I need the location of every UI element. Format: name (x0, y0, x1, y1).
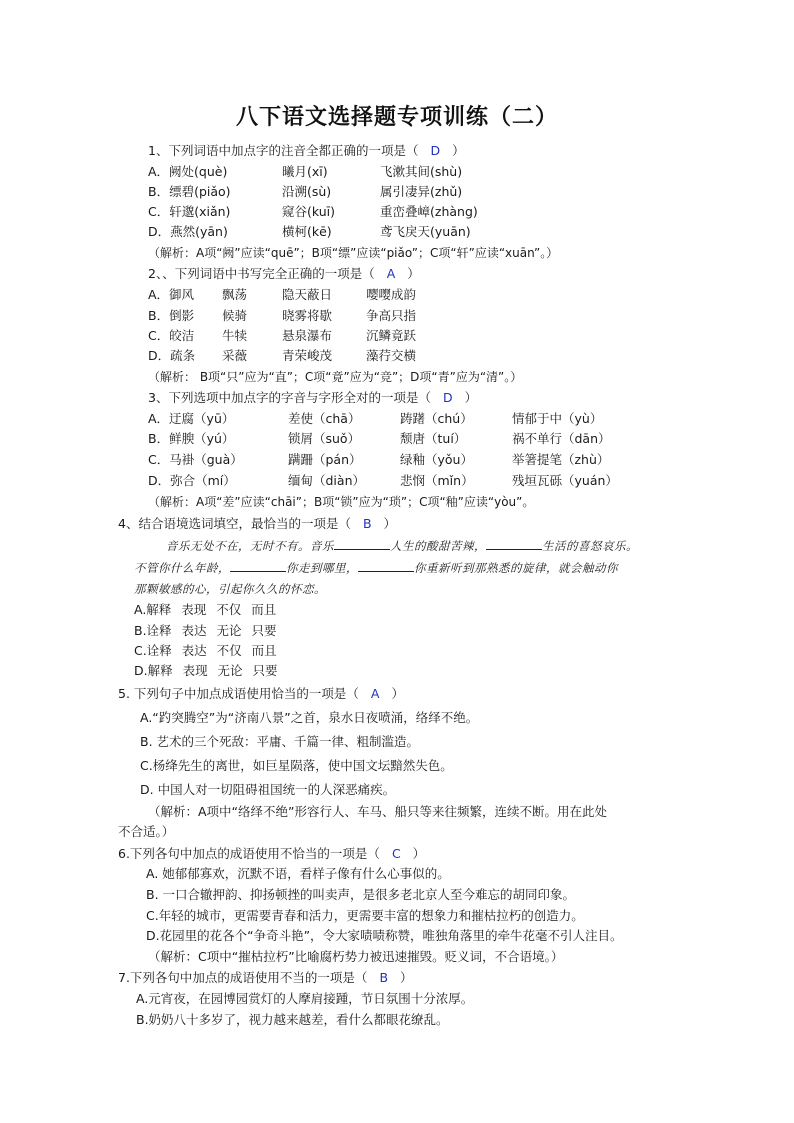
q1-analysis: （解析：A项“阙”应读“quē”；B项“缥”应读“piǎo”；C项“轩”应读“xuān”。） (148, 246, 559, 260)
q3-option-c-word2: 蹒跚（pán） (288, 452, 362, 467)
q2-option-c-word4: 沉鳞竟跃 (366, 328, 417, 343)
q4-option-c: C.诠释 表达 不仅 而且 (134, 643, 277, 658)
q4-option-d: D.解释 表现 无论 只要 (134, 663, 278, 678)
q5-option-a: A.“趵突腾空”为“济南八景”之首，泉水日夜喷涌，络绎不绝。 (140, 710, 479, 725)
q2-option-d-word3: 青荣峻茂 (282, 348, 333, 363)
q2-option-c: C．皎洁 (148, 328, 195, 343)
page-title: 八下语文选择题专项训练（二） (235, 104, 558, 130)
q2-option-d: D．疏条 (148, 348, 196, 363)
fill-blank (334, 538, 390, 550)
q1-option-a-word3: 飞漱其间(shù) (380, 164, 463, 179)
q2-option-a-word2: 飘荡 (222, 287, 248, 302)
answer-label: B (362, 516, 372, 531)
q6-option-c: C.年轻的城市，更需要青春和活力，更需要丰富的想象力和摧枯拉朽的创造力。 (146, 908, 584, 923)
q4-passage-line-2: 不管你什么年龄， 你走到哪里， 你重新听到那熟悉的旋律，就会触动你 (134, 561, 618, 575)
q3-option-a: A．迂腐（yū） (148, 411, 235, 426)
q2-option-a-word4: 嘤嘤成韵 (366, 287, 417, 302)
q1-option-a-word2: 曦月(xī) (282, 164, 328, 179)
q7-option-b: B.奶奶八十多岁了，视力越来越差，看什么都眼花缭乱。 (136, 1012, 449, 1027)
q1-option-b: B．缥碧(piǎo) (148, 184, 231, 199)
q4-option-b: B.诠释 表达 无论 只要 (134, 623, 277, 638)
q6-option-d: D.花园里的花各个“争奇斗艳”，令大家啧啧称赞，唯独角落里的牵牛花毫不引人注目。 (146, 928, 623, 943)
q5-analysis-line-2: 不合适。） (118, 824, 175, 839)
question-3-stem: 3、下列选项中加点字的字音与字形全对的一项是（ D ） (148, 390, 478, 405)
q4-passage-line-3: 那颗敏感的心，引起你久久的怀恋。 (134, 582, 326, 596)
q3-analysis: （解析：A项“差”应读“chāi”；B项“锁”应为“琐”；C项“釉”应读“yòu”。 (148, 495, 535, 509)
q6-option-a: A. 她郁郁寡欢，沉默不语，看样子像有什么心事似的。 (146, 866, 450, 881)
q3-option-d-word2: 缅甸（diàn） (288, 473, 365, 488)
q7-option-a: A.元宵夜，在园博园赏灯的人摩肩接踵，节日氛围十分浓厚。 (136, 991, 474, 1006)
answer-label: B (379, 970, 389, 985)
q3-option-b-word3: 颓唐（tuí） (400, 431, 467, 446)
q5-analysis-line-1: （解析：A项中“络绎不绝”形容行人、车马、船只等来往频繁，连续不断。用在此处 (148, 804, 608, 819)
q4-option-a: A.解释 表现 不仅 而且 (134, 602, 277, 617)
q5-option-d: D. 中国人对一切阻碍祖国统一的人深恶痛疾。 (140, 782, 396, 797)
q2-analysis: （解析： B项“只”应为“直”；C项“竟”应为“竞”；D项“青”应为“清”。） (148, 370, 523, 384)
fill-blank (230, 560, 286, 572)
q3-option-c: C．马褂（guà） (148, 452, 243, 467)
answer-label: D (442, 390, 453, 405)
q1-option-a: A．阙处(què) (148, 164, 228, 179)
question-7-stem: 7.下列各句中加点的成语使用不当的一项是（ B ） (118, 970, 413, 985)
fill-blank (358, 560, 414, 572)
q1-option-c-word2: 窥谷(kuī) (282, 204, 336, 219)
q2-option-b: B．倒影 (148, 308, 195, 323)
q3-option-a-word4: 情郁于中（yù） (512, 411, 603, 426)
q2-option-b-word2: 候骑 (222, 308, 248, 323)
q3-option-c-word3: 绿釉（yǒu） (400, 452, 473, 467)
q3-option-a-word3: 踌躇（chú） (400, 411, 473, 426)
q1-option-d-word2: 横柯(kē) (282, 224, 332, 239)
q3-option-c-word4: 举箸提笔（zhù） (512, 452, 610, 467)
q3-option-b-word2: 锁屑（suǒ） (288, 431, 361, 446)
answer-label: D (430, 143, 441, 158)
q2-option-a: A．御风 (148, 287, 195, 302)
q2-option-c-word3: 悬泉瀑布 (282, 328, 333, 343)
question-5-stem: 5. 下列句子中加点成语使用恰当的一项是（ A ） (118, 686, 404, 701)
q6-analysis: （解析：C项中“摧枯拉朽”比喻腐朽势力被迅速摧毁。贬义词，不合语境。） (148, 949, 564, 964)
answer-label: C (391, 846, 401, 861)
q1-option-d-word3: 鸢飞戾天(yuān) (380, 224, 471, 239)
q2-option-c-word2: 牛犊 (222, 328, 248, 343)
fill-blank (486, 538, 542, 550)
q1-option-b-word3: 属引凄异(zhǔ) (380, 184, 463, 199)
q3-option-a-word2: 差使（chā） (288, 411, 361, 426)
q5-option-b: B. 艺术的三个死敌：平庸、千篇一律、粗制滥造。 (140, 734, 420, 749)
q2-option-b-word4: 争高只指 (366, 308, 417, 323)
q2-option-d-word2: 采薇 (222, 348, 248, 363)
q1-option-b-word2: 沿溯(sù) (282, 184, 332, 199)
q3-option-d: D．弥合（mí） (148, 473, 236, 488)
q1-option-c: C．轩邈(xiǎn) (148, 204, 231, 219)
question-2-stem: 2、、下列词语中书写完全正确的一项是（ A ） (148, 266, 420, 281)
question-4-stem: 4、结合语境选词填空，最恰当的一项是（ B ） (118, 516, 397, 531)
q6-option-b: B. 一口合辙押韵、抑扬顿挫的叫卖声，是很多老北京人至今难忘的胡同印象。 (146, 887, 576, 902)
q2-option-b-word3: 晓雾将歇 (282, 308, 333, 323)
q5-option-c: C.杨绛先生的离世，如巨星陨落，使中国文坛黯然失色。 (140, 758, 453, 773)
q3-option-d-word3: 悲悯（mǐn） (400, 473, 474, 488)
question-6-stem: 6.下列各句中加点的成语使用不恰当的一项是（ C ） (118, 846, 426, 861)
answer-label: A (386, 266, 396, 281)
answer-label: A (370, 686, 380, 701)
q1-option-c-word3: 重峦叠嶂(zhàng) (380, 204, 478, 219)
q3-option-b: B．鲜腴（yú） (148, 431, 235, 446)
q1-option-d: D．燕然(yān) (148, 224, 228, 239)
q4-passage-line-1: 音乐无处不在，无时不有。音乐 人生的酸甜苦辣， 生活的喜怒哀乐。 (166, 539, 638, 553)
question-1-stem: 1、下列词语中加点字的注音全都正确的一项是（ D ） (148, 143, 465, 158)
q2-option-d-word4: 藻荇交横 (366, 348, 417, 363)
q2-option-a-word3: 隐天蔽日 (282, 287, 333, 302)
q3-option-d-word4: 残垣瓦砾（yuán） (512, 473, 618, 488)
q3-option-b-word4: 祸不单行（dān） (512, 431, 611, 446)
